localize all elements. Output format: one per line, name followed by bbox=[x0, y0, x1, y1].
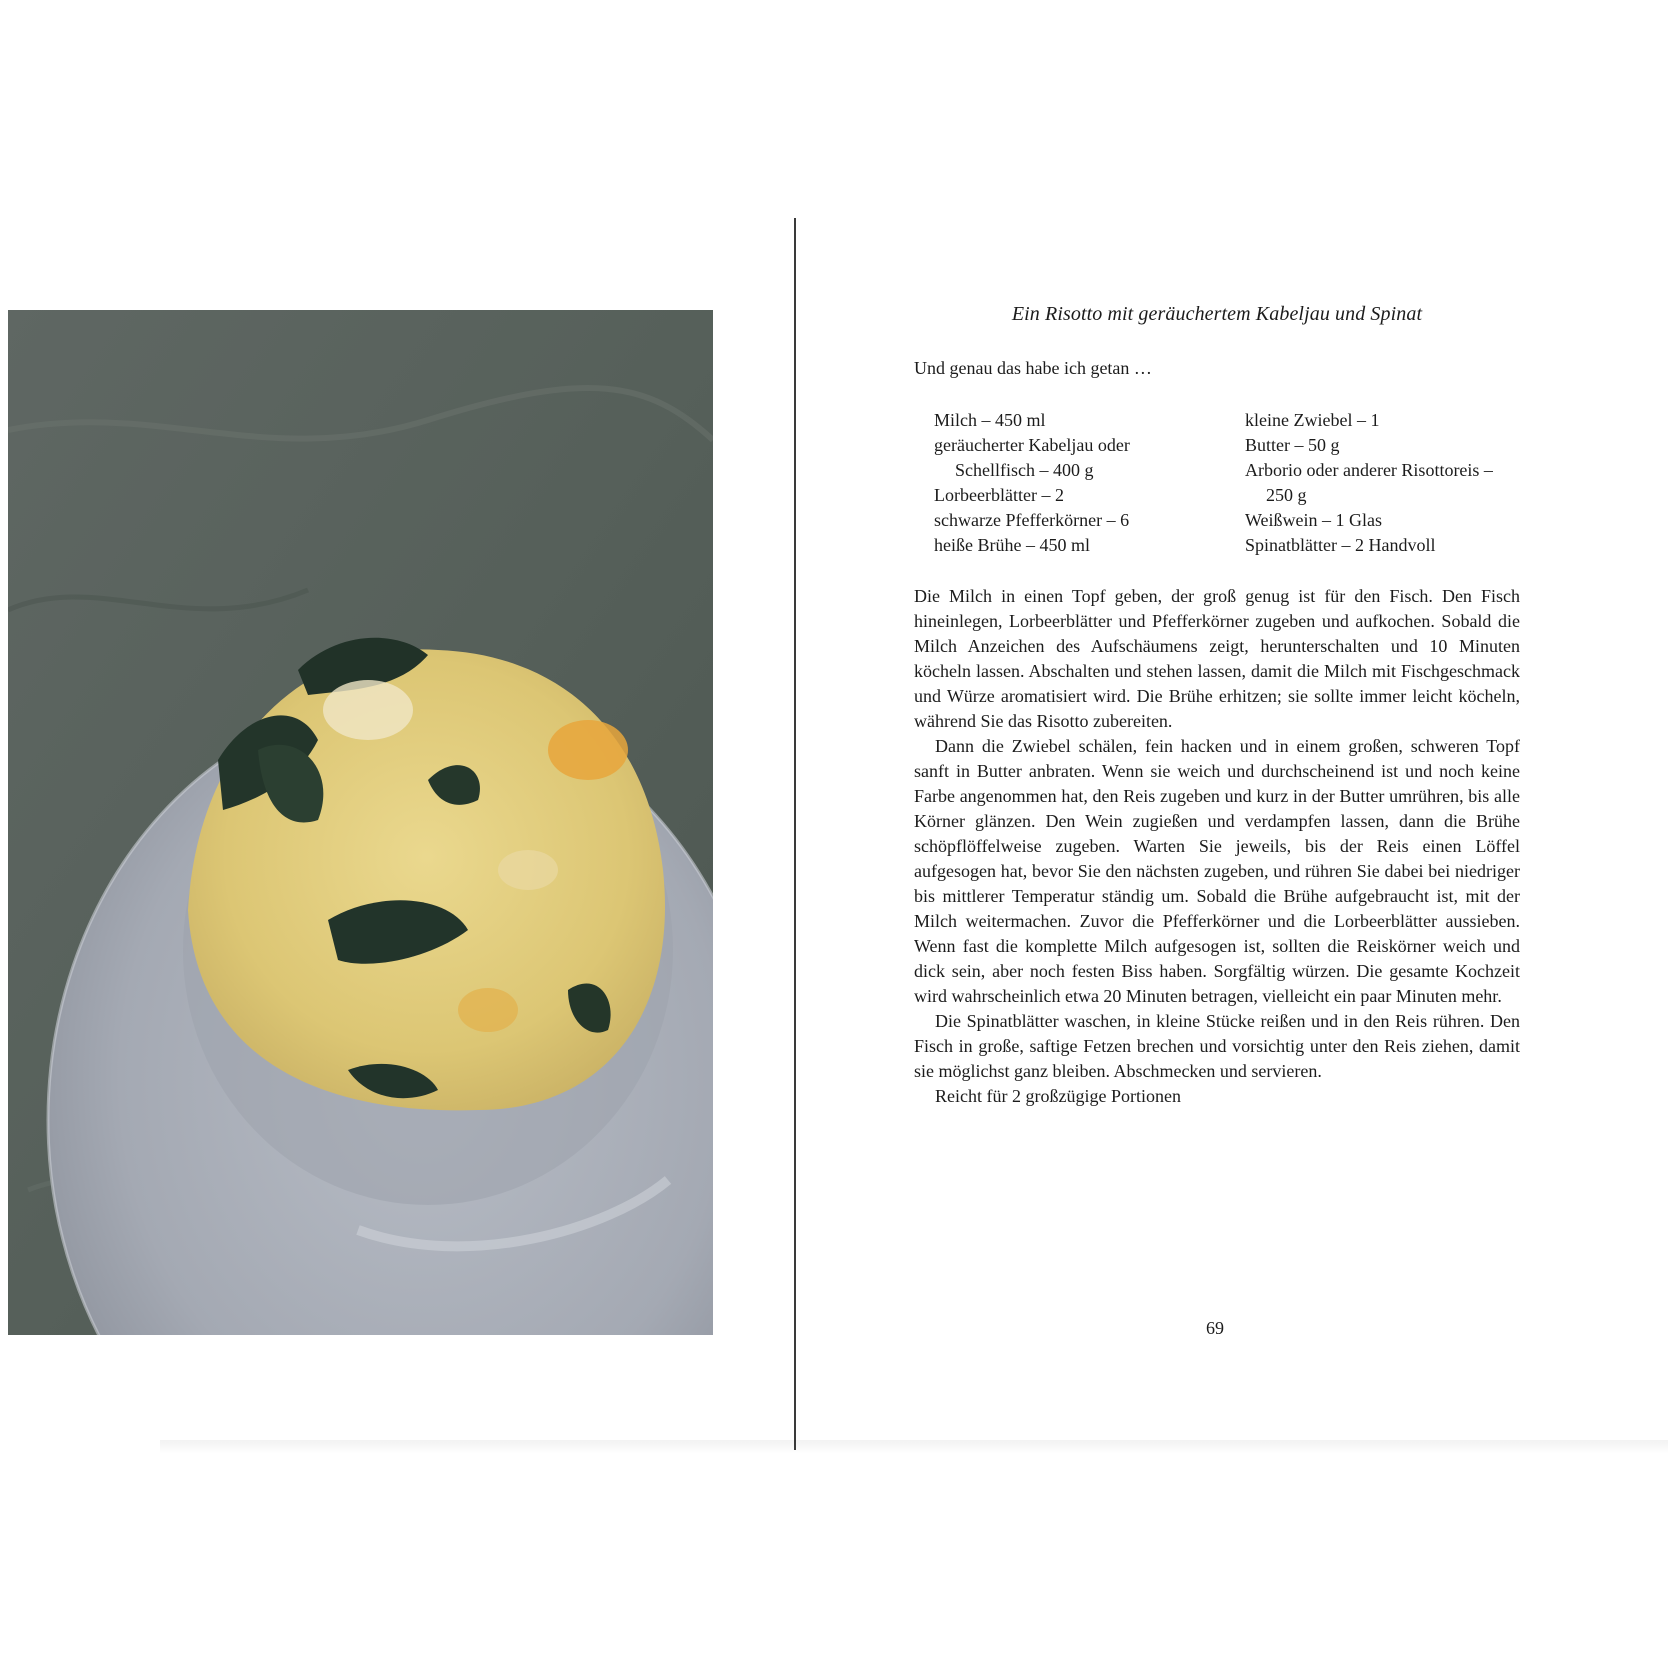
risotto-photo bbox=[8, 310, 713, 1335]
book-gutter bbox=[794, 218, 796, 1450]
ingredient-item bbox=[934, 483, 1234, 508]
ingredient-item bbox=[1245, 533, 1535, 558]
ingredient-line: Butter – 50 g bbox=[1245, 435, 1340, 455]
ingredient-item bbox=[934, 508, 1234, 533]
page-number: 69 bbox=[1206, 1318, 1224, 1338]
method-paragraph: Die Milch in einen Topf geben, der groß genug ist für den Fisch. Den Fisch hineinlegen, Lorbeerblätter und Pfefferkörner zugeben und aufkochen. Sobald die Milch Anzeichen des Aufschäumens zeigt, herunterschalten und 10 Minuten köcheln lassen. Abschalten und stehen lassen, damit die Milch mit Fischgeschmack und Würze aromatisiert wird. Die Brühe erhitzen; sie sollte immer leicht köcheln, während Sie das Risotto zubereiten. bbox=[914, 586, 1520, 731]
ingredient-item bbox=[1245, 458, 1535, 508]
ingredient-line: Lorbeerblätter – 2 bbox=[934, 485, 1064, 505]
page-edge-shadow bbox=[160, 1440, 1668, 1454]
ingredient-item bbox=[1245, 508, 1535, 533]
ingredients-right-column bbox=[1245, 408, 1535, 558]
ingredient-line: schwarze Pfefferkörner – 6 bbox=[934, 510, 1130, 530]
risotto-photo-illustration bbox=[8, 310, 713, 1335]
method-text bbox=[914, 584, 1520, 1109]
method-paragraph: Die Spinatblätter waschen, in kleine Stücke reißen und in den Reis rühren. Den Fisch in große, saftige Fetzen brechen und vorsichtig unter den Reis ziehen, damit sie möglichst ganz bleiben. Abschmecken und servieren. bbox=[914, 1011, 1520, 1081]
ingredients-left-column bbox=[934, 408, 1234, 558]
ingredient-continuation: Schellfisch – 400 g bbox=[955, 460, 1094, 480]
ingredient-item bbox=[934, 408, 1234, 433]
recipe-title: Ein Risotto mit geräuchertem Kabeljau und Spinat bbox=[1011, 303, 1423, 325]
ingredient-item bbox=[1245, 408, 1535, 433]
ingredient-line: kleine Zwiebel – 1 bbox=[1245, 410, 1380, 430]
ingredient-line: geräucherter Kabeljau oder bbox=[934, 435, 1130, 455]
ingredient-item bbox=[1245, 433, 1535, 458]
method-paragraph: Dann die Zwiebel schälen, fein hacken und in einem großen, schweren Topf sanft in Butter anbraten. Wenn sie weich und durchscheinend ist und noch keine Farbe angenommen hat, den Reis zugeben und kurz in der Butter umrühren, bis alle Körner glänzen. Den Wein zugießen und verdampfen lassen, dann die Brühe schöpflöffelweise zugeben. Warten Sie jeweils, bis der Reis einen Löffel aufgesogen hat, bevor Sie den nächsten zugeben, und rühren Sie dabei bei niedriger bis mittlerer Temperatur ständig um. Sobald die Brühe aufgebraucht ist, mit der Milch weitermachen. Zuvor die Pfefferkörner und die Lorbeerblätter aussieben. Wenn fast die komplette Milch aufgesogen ist, sollten die Reiskörner weich und dick sein, aber noch festen Biss haben. Sorgfältig würzen. Die gesamte Kochzeit wird wahrscheinlich etwa 20 Minuten betragen, vielleicht ein paar Minuten mehr. bbox=[914, 736, 1520, 1006]
ingredient-line: Milch – 450 ml bbox=[934, 410, 1046, 430]
ingredient-line: Arborio oder anderer Risottoreis – bbox=[1245, 460, 1493, 480]
ingredient-line: Weißwein – 1 Glas bbox=[1245, 510, 1383, 530]
ingredient-continuation: 250 g bbox=[1266, 485, 1307, 505]
ingredient-line: Spinatblätter – 2 Handvoll bbox=[1245, 535, 1436, 555]
ingredient-item bbox=[934, 433, 1234, 483]
ingredient-item bbox=[934, 533, 1234, 558]
recipe-intro: Und genau das habe ich getan … bbox=[914, 358, 1152, 378]
servings-note: Reicht für 2 großzügige Portionen bbox=[935, 1086, 1181, 1106]
ingredient-line: heiße Brühe – 450 ml bbox=[934, 535, 1090, 555]
